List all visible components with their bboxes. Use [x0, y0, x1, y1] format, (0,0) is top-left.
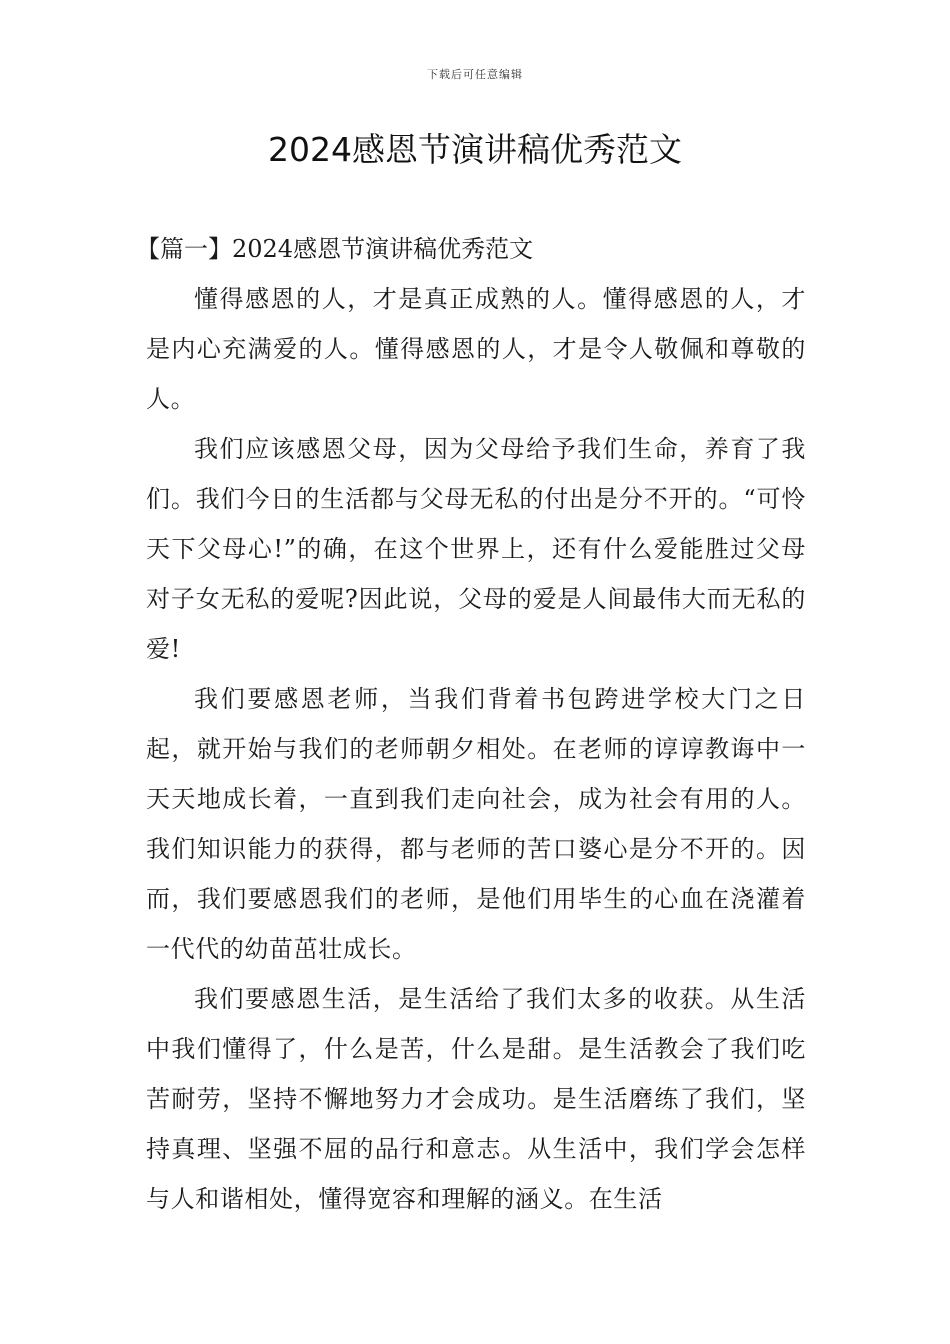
document-title: 2024感恩节演讲稿优秀范文 — [268, 130, 682, 169]
document-body — [136, 224, 806, 1224]
header-note: 下载后可任意编辑 — [427, 68, 523, 81]
paragraph: 我们应该感恩父母，因为父母给予我们生命，养育了我们。我们今日的生活都与父母无私的付出是分不开的。“可怜天下父母心!”的确，在这个世界上，还有什么爱能胜过父母对子女无私的爱呢?因此说，父母的爱是人间最伟大而无私的爱! — [146, 435, 806, 663]
paragraph: 我们要感恩生活，是生活给了我们太多的收获。从生活中我们懂得了，什么是苦，什么是甜。是生活教会了我们吃苦耐劳，坚持不懈地努力才会成功。是生活磨练了我们，坚持真理、坚强不屈的品行和意志。从生活中，我们学会怎样与人和谐相处，懂得宽容和理解的涵义。在生活 — [146, 985, 806, 1213]
paragraph: 懂得感恩的人，才是真正成熟的人。懂得感恩的人，才是内心充满爱的人。懂得感恩的人，才是令人敬佩和尊敬的人。 — [146, 285, 806, 413]
paragraph: 我们要感恩老师，当我们背着书包跨进学校大门之日起，就开始与我们的老师朝夕相处。在老师的谆谆教诲中一天天地成长着，一直到我们走向社会，成为社会有用的人。我们知识能力的获得，都与老师的苦口婆心是分不开的。因而，我们要感恩我们的老师，是他们用毕生的心血在浇灌着一代代的幼苗茁壮成长。 — [146, 685, 806, 963]
section-heading: 【篇一】2024感恩节演讲稿优秀范文 — [136, 235, 534, 263]
